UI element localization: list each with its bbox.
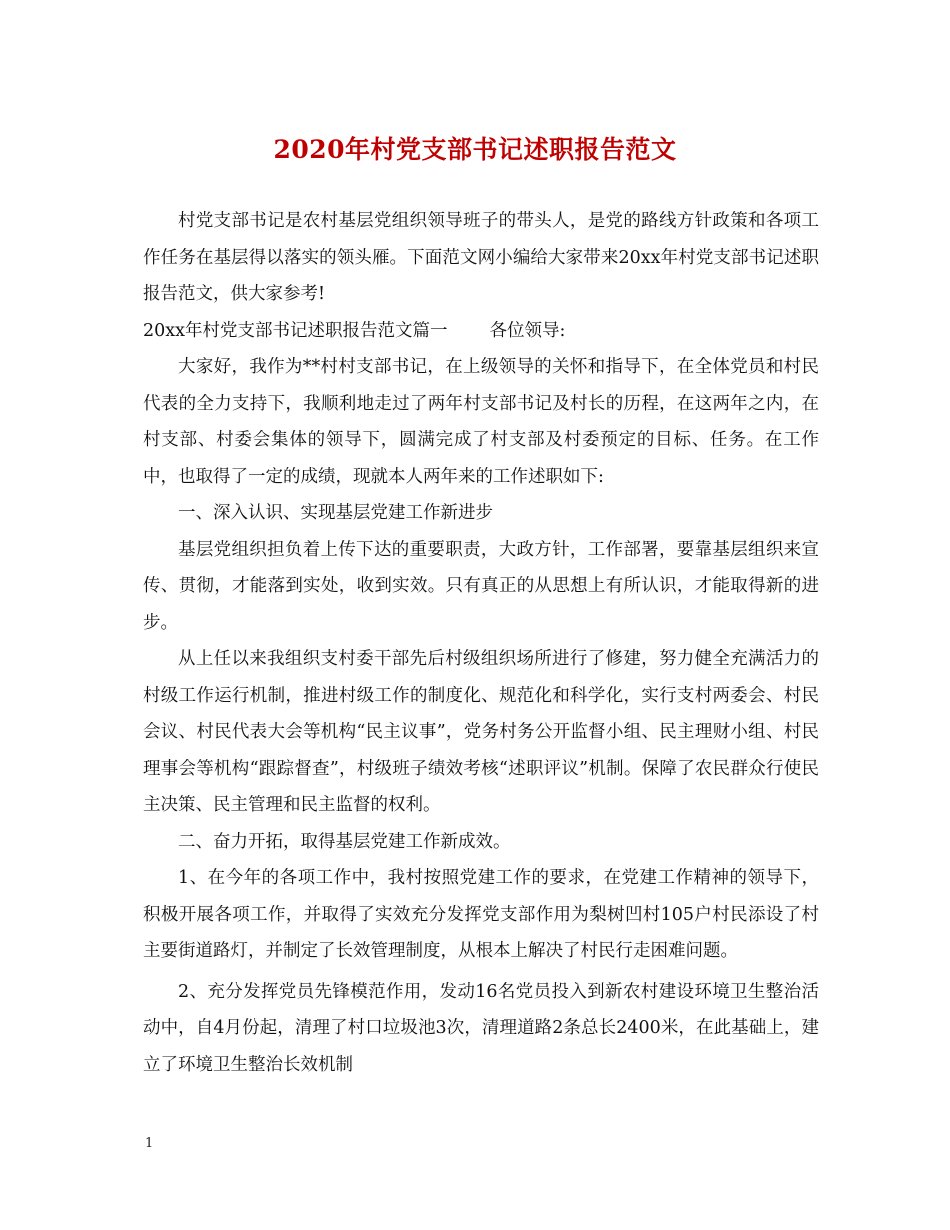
body-paragraph: 2、充分发挥党员先锋模范作用，发动16名党员投入到新农村建设环境卫生整治活动中，自4月份起，清理了村口垃圾池3次，清理道路2条总长2400米，在此基础上，建立了环境卫生整治长效机制 [143, 981, 819, 1075]
document-title: 2020年村党支部书记述职报告范文 [273, 135, 677, 164]
intro-paragraph: 村党支部书记是农村基层党组织领导班子的带头人，是党的路线方针政策和各项工作任务在基层得以落实的领头雁。下面范文网小编给大家带来20xx年村党支部书记述职报告范文，供大家参考! [143, 211, 819, 304]
section-heading-line [143, 313, 819, 350]
body-paragraph: 1、在今年的各项工作中，我村按照党建工作的要求，在党建工作精神的领导下，积极开展各项工作，并取得了实效充分发挥党支部作用为梨树凹村105户村民添设了村主要街道路灯，并制定了长效管理制度，从根本上解决了村民行走困难问题。 [143, 868, 819, 961]
section-heading-one: 一、深入认识、实现基层党建工作新进步 [178, 503, 493, 523]
page-number: 1 [145, 1136, 154, 1151]
section-heading: 20xx年村党支部书记述职报告范文篇一 [143, 320, 448, 341]
body-paragraph: 基层党组织担负着上传下达的重要职责，大政方针，工作部署，要靠基层组织来宣传、贯彻，才能落到实处，收到实效。只有真正的从思想上有所认识，才能取得新的进步。 [143, 539, 819, 633]
document-body [143, 203, 819, 1083]
body-paragraph: 大家好，我作为**村村支部书记，在上级领导的关怀和指导下，在全体党员和村民代表的全力支持下，我顺利地走过了两年村支部书记及村长的历程，在这两年之内，在村支部、村委会集体的领导下，圆满完成了村支部及村委预定的目标、任务。在工作中，也取得了一定的成绩，现就本人两年来的工作述职如下: [143, 357, 819, 487]
body-paragraph: 从上任以来我组织支村委干部先后村级组织场所进行了修建，努力健全充满活力的村级工作运行机制，推进村级工作的制度化、规范化和科学化，实行支村两委会、村民会议、村民代表大会等机构“民主议事”，党务村务公开监督小组、民主理财小组、村民理事会等机构“跟踪督查”，村级班子绩效考核“述职评议”机制。保障了农民群众行使民主决策、民主管理和民主监督的权利。 [143, 649, 819, 815]
salutation: 各位领导: [489, 320, 566, 341]
section-heading-two: 二、奋力开拓，取得基层党建工作新成效。 [178, 831, 511, 852]
